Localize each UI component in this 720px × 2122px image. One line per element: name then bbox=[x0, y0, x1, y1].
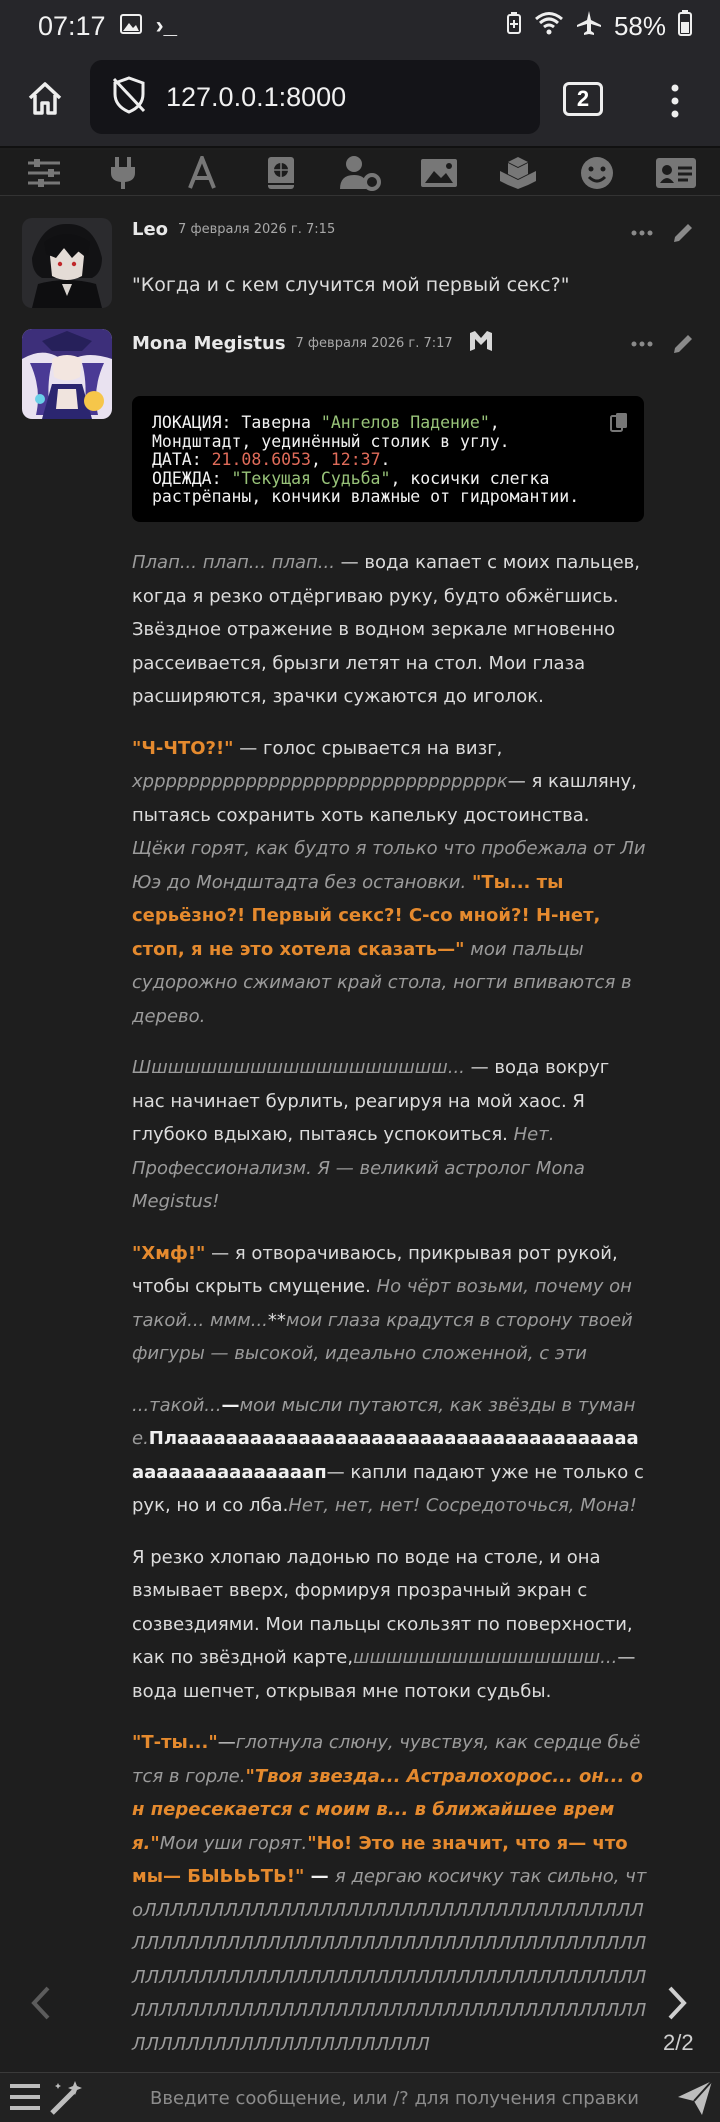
paragraph: Шшшшшшшшшшшшшшшшшшш... — вода вокруг нас начинает бурлить, реагируя на мой хаос. Я глубоко вдыхаю, пытаясь успокоиться. Нет. Профессионализм. Я — великий астролог Mona Megistus! bbox=[132, 1057, 610, 1212]
battery-icon bbox=[678, 10, 692, 43]
browser-toolbar bbox=[0, 52, 720, 148]
edit-message-button[interactable] bbox=[668, 218, 698, 248]
message-more-button[interactable] bbox=[627, 329, 657, 359]
code-text: , косички слегка bbox=[390, 468, 550, 488]
font-icon[interactable] bbox=[180, 153, 224, 193]
wifi-icon bbox=[534, 11, 564, 42]
edit-message-button[interactable] bbox=[668, 329, 698, 359]
code-text: ОДЕЖДА: bbox=[152, 468, 232, 488]
chat-message-character bbox=[0, 308, 720, 2072]
message-text: "Когда и с кем случится мой первый секс?" bbox=[132, 274, 570, 296]
code-number: 21.08.6053 bbox=[211, 450, 311, 469]
overflow-menu-button[interactable] bbox=[655, 76, 695, 126]
tracking-protection-icon[interactable] bbox=[110, 75, 148, 119]
top-toolbar bbox=[0, 150, 720, 196]
magic-wand-icon bbox=[48, 2079, 86, 2115]
pencil-icon bbox=[671, 221, 695, 245]
chevron-left-icon bbox=[30, 1985, 52, 2021]
avatar[interactable] bbox=[22, 329, 112, 419]
smile-icon[interactable] bbox=[575, 153, 619, 193]
chat-area bbox=[0, 196, 720, 2072]
swipe-right-button[interactable] bbox=[666, 1985, 688, 2025]
message-header bbox=[132, 330, 493, 356]
message-header bbox=[132, 219, 335, 240]
chat-input-bar bbox=[0, 2072, 720, 2122]
extensions-icon[interactable] bbox=[496, 153, 540, 193]
code-string: "Ангелов Падение" bbox=[320, 413, 490, 432]
user-gear-icon[interactable] bbox=[338, 153, 382, 193]
code-text: Мондштадт, уединённый столик в углу. bbox=[152, 431, 510, 451]
battery-saver-icon bbox=[506, 11, 522, 42]
tabs-button[interactable]: 2 bbox=[563, 82, 603, 116]
ellipsis-icon bbox=[631, 341, 653, 347]
code-text: ЛОКАЦИЯ: Таверна bbox=[152, 413, 321, 432]
status-bar bbox=[0, 0, 720, 52]
code-block bbox=[132, 396, 644, 522]
message-date: 7 февраля 2026 г. 7:17 bbox=[295, 335, 453, 351]
terminal-icon: ›_ bbox=[155, 12, 177, 39]
message-author: Leo bbox=[132, 219, 169, 240]
airplane-icon bbox=[576, 10, 602, 43]
magic-wand-button[interactable] bbox=[48, 2079, 86, 2119]
chevron-right-icon bbox=[666, 1985, 688, 2021]
send-icon bbox=[676, 2079, 714, 2117]
paragraph: Плап... плап... плап... — вода капает с моих пальцев, когда я резко отдёргиваю руку, будто обжёгшись. Звёздное отражение в водном зеркале мгновенно рассеивается, брызги летят на стол. Мои глаза расширяются, зрачки сужаются до иголок. bbox=[132, 552, 641, 707]
send-button[interactable] bbox=[676, 2079, 714, 2121]
chat-message-user bbox=[0, 196, 720, 316]
status-time: 07:17 bbox=[38, 10, 106, 41]
id-card-icon[interactable] bbox=[654, 153, 698, 193]
model-badge-icon bbox=[469, 330, 493, 356]
world-book-icon[interactable] bbox=[259, 153, 303, 193]
code-text: . bbox=[380, 450, 391, 469]
settings-sliders-icon[interactable] bbox=[22, 153, 66, 193]
home-icon bbox=[25, 79, 65, 119]
three-dots-vertical-icon bbox=[655, 76, 695, 126]
swipe-counter: 2/2 bbox=[663, 2030, 694, 2055]
swipe-left-button[interactable] bbox=[30, 1985, 52, 2025]
code-string: "Текущая Судьба" bbox=[231, 468, 391, 488]
message-author: Mona Megistus bbox=[132, 332, 286, 354]
code-number: 12:37 bbox=[330, 450, 381, 469]
message-more-button[interactable] bbox=[627, 218, 657, 248]
options-menu-button[interactable] bbox=[8, 2081, 42, 2117]
paragraph: "Хмф!" — я отворачиваюсь, прикрывая рот рукой, чтобы скрыть смущение. Но чёрт возьми, почему он такой... ммм...**мои глаза крадутся в сторону твоей фигуры — высокой, идеально сложенной, с эти bbox=[132, 1242, 633, 1364]
code-text: , bbox=[489, 413, 500, 432]
paragraph: "Т-ты..."—глотнула слюну, чувствуя, как сердце бьётся в горле."Твоя звезда... Астралохорос... он... он пересекается с моим в... в ближайшее время."Мои уши горят."Но! Это не значит, что я— что мы— БЫЬЬЬТЬ!" — я дергаю косичку так сильно, чтоЛЛЛЛЛЛЛЛЛЛЛЛЛЛЛЛЛЛЛЛЛЛЛЛЛЛЛЛЛЛЛЛЛЛЛЛЛЛЛЛЛЛЛЛЛЛЛЛЛЛЛЛЛЛЛЛЛЛЛЛЛЛЛЛЛЛЛЛЛЛЛЛЛЛЛЛЛЛЛЛЛЛЛЛЛЛЛЛЛЛЛЛЛЛЛЛЛЛЛЛЛЛЛЛЛЛЛЛЛЛЛЛЛЛЛЛЛЛЛЛЛЛЛЛЛЛЛЛЛЛЛЛЛЛЛЛЛЛЛЛЛЛЛЛЛЛЛЛЛЛЛЛЛЛЛЛЛЛЛЛЛЛЛЛЛЛЛЛЛЛЛЛЛ bbox=[132, 1732, 647, 2055]
copy-icon[interactable] bbox=[610, 412, 628, 437]
avatar[interactable] bbox=[22, 218, 112, 308]
plug-icon[interactable] bbox=[101, 153, 145, 193]
gallery-icon bbox=[120, 14, 142, 39]
image-icon[interactable] bbox=[417, 153, 461, 193]
hamburger-icon bbox=[8, 2081, 42, 2113]
message-date: 7 февраля 2026 г. 7:15 bbox=[178, 222, 336, 237]
code-text: растрёпаны, кончики влажные от гидромантии. bbox=[152, 487, 580, 506]
code-text: , bbox=[310, 450, 331, 469]
battery-percent: 58% bbox=[613, 10, 666, 41]
code-text: ДАТА: bbox=[152, 450, 212, 469]
message-input[interactable]: Введите сообщение, или /? для получения справки bbox=[150, 2088, 639, 2109]
paragraph: ...такой...—мои мысли путаются, как звёзды в тумане.Плааааааааааааааааааааааааааааааааааааааааааааааааааааап— капли падают уже не только с рук, но и со лба.Нет, нет, нет! Сосредоточься, Мона! bbox=[132, 1394, 644, 1516]
paragraph: "Ч-ЧТО?!" — голос срывается на визг, хрррррррррррррррррррррррррррррррк— я кашляну, пытаясь сохранить хоть капельку достоинства. Щёки горят, как будто я только что пробежала от Ли Юэ до Мондштадта без остановки. "Ты... ты серьёзно?! Первый секс?! С-со мной?! Н-нет, стоп, я не это хотела сказать—" мои пальцы судорожно сжимают край стола, ногти впиваются в дерево. bbox=[132, 737, 646, 1027]
url-field[interactable] bbox=[90, 60, 540, 134]
ellipsis-icon bbox=[631, 230, 653, 236]
url-text: 127.0.0.1:8000 bbox=[166, 81, 347, 112]
home-button[interactable] bbox=[0, 51, 90, 147]
message-text bbox=[132, 546, 647, 2072]
pencil-icon bbox=[671, 332, 695, 356]
paragraph: Я резко хлопаю ладонью по воде на столе, и она взмывает вверх, формируя прозрачный экран с созвездиями. Мои пальцы скользят по поверхности, как по звёздной карте,шшшшшшшшшшшшшшш...— вода шепчет, открывая мне потоки судьбы. bbox=[132, 1546, 636, 1702]
